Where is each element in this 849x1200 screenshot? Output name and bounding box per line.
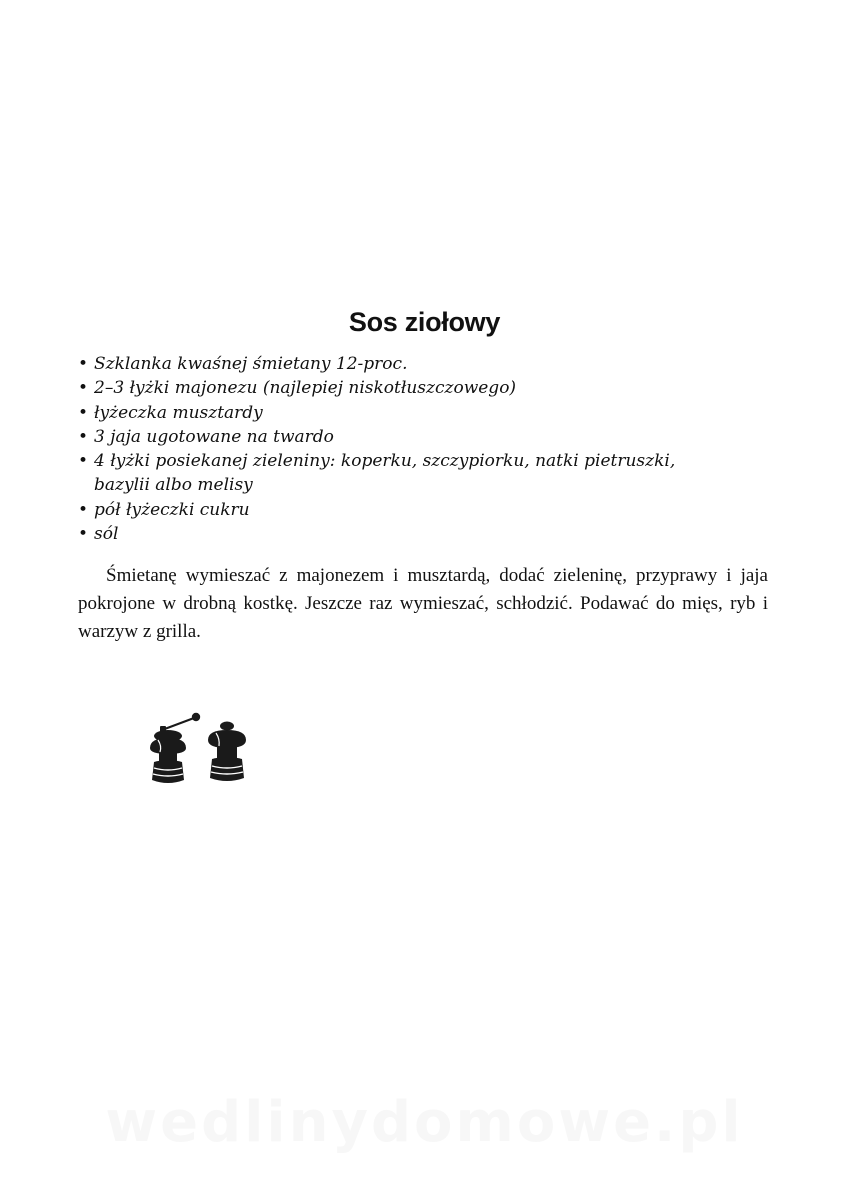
recipe-instructions: Śmietanę wymieszać z majonezem i musztardą, dodać zieleninę, przyprawy i jaja pokrojone w drobną kostkę. Jeszcze raz wymieszać, schłodzić. Podawać do mięs, ryb i warzyw z grilla. — [78, 565, 768, 642]
ingredient-text: sól — [94, 524, 119, 545]
recipe-title: Sos ziołowy — [348, 307, 501, 337]
list-item — [78, 449, 718, 498]
ingredient-text: łyżeczka musztardy — [94, 402, 263, 423]
list-item — [78, 401, 718, 425]
list-item — [78, 376, 718, 400]
list-item — [78, 498, 718, 522]
salt-mill — [208, 722, 246, 782]
bullet: • — [78, 524, 89, 545]
ingredient-text: pół łyżeczki cukru — [94, 499, 250, 520]
bullet: • — [78, 451, 89, 472]
bullet: • — [78, 426, 89, 447]
ingredient-text: 3 jaja ugotowane na twardo — [94, 426, 334, 447]
salt-and-pepper-mills-icon — [140, 706, 252, 790]
pepper-mill — [150, 713, 200, 783]
list-item — [78, 425, 718, 449]
ingredient-list — [78, 352, 718, 546]
list-item — [78, 352, 718, 376]
bullet: • — [78, 354, 89, 374]
ingredient-text: 2–3 łyżki majonezu (najlepiej niskotłuszczowego) — [94, 378, 517, 399]
bullet: • — [78, 378, 89, 399]
ingredient-text: 4 łyżki posiekanej zieleniny: koperku, szczypiorku, natki pietruszki, — [94, 451, 676, 472]
list-item — [78, 522, 718, 546]
bullet: • — [78, 402, 89, 423]
ingredient-text-continuation: bazylii albo melisy — [94, 475, 253, 496]
ingredient-text: Szklanka kwaśnej śmietany 12-proc. — [94, 354, 408, 374]
bullet: • — [78, 499, 89, 520]
watermark: wedlinydomowe.pl — [105, 1090, 744, 1155]
